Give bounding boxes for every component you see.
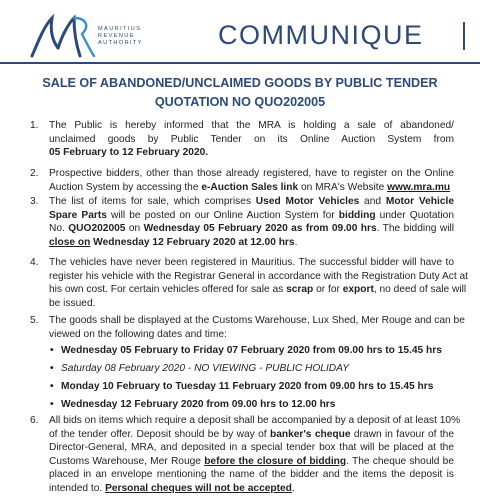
item-line: All bids on items which require a deposit shall be accompanied by a deposit of at least 10%: [49, 415, 461, 426]
item-line: [49, 283, 467, 297]
text-run: Customs Warehouse, Mer Rouge: [49, 455, 205, 467]
page-title: COMMUNIQUE: [218, 20, 424, 50]
item-line: [49, 209, 454, 223]
item-line: [49, 482, 454, 496]
item-line: [49, 455, 454, 469]
text-run: export: [342, 284, 374, 296]
text-run: Motor Vehicle: [385, 196, 454, 207]
item-text: [49, 167, 454, 194]
item-number: 6.: [30, 415, 39, 426]
text-run: on MRA's Website: [298, 181, 388, 193]
heading-line-1: SALE OF ABANDONED/UNCLAIMED GOODS BY PUBLIC TENDER: [42, 76, 438, 90]
item-number: 1.: [30, 120, 39, 131]
text-run: before the closure of bidding: [204, 455, 347, 467]
header-rule: [0, 62, 480, 64]
item-line: register his vehicle with the Registrar General in accordance with the Registration Duty Act at: [49, 270, 469, 282]
text-run: , no deed of sale will: [373, 284, 467, 296]
logo-line-1: MAURITIUS: [98, 26, 142, 32]
item-line: [49, 236, 454, 250]
item-number: 4.: [30, 257, 39, 268]
item-line: The goods shall be displayed at the Customs Warehouse, Lux Shed, Mer Rouge and can be: [49, 315, 465, 326]
text-run: Auction System by accessing the: [49, 181, 202, 193]
schedule-item: [50, 396, 470, 414]
e-auction-link[interactable]: e-Auction Sales link: [201, 181, 299, 193]
text-run: under Quotation: [375, 209, 454, 221]
communique-header: [0, 0, 480, 66]
item-text: [49, 314, 465, 341]
item-line: Director-General, MRA, and deposited in a special tender box that will be placed at the: [49, 442, 454, 454]
item-number: 2.: [30, 168, 39, 179]
text-run: QUO202005: [68, 223, 126, 235]
text-run: close on: [49, 236, 91, 248]
text-run: and: [359, 196, 386, 207]
logo-line-3: AUTHORITY: [98, 40, 143, 46]
item-line: The Public is hereby informed that the MRA is holding a sale of abandoned/: [49, 120, 454, 131]
website-link[interactable]: www.mra.mu: [387, 181, 451, 193]
schedule-text: Saturday 08 February 2020 - NO VIEWING - PUBLIC HOLIDAY: [61, 363, 349, 374]
item-text: [49, 256, 469, 310]
text-run: .: [291, 482, 295, 494]
text-run: drawn in favour of the: [350, 428, 454, 440]
mra-logo: [28, 12, 228, 62]
text-run: . The bidding will: [376, 223, 454, 235]
text-run: . The cheque should be: [346, 455, 454, 467]
text-run: or for: [313, 284, 343, 296]
item-number: 3.: [30, 196, 39, 207]
item-line: [49, 195, 454, 209]
item-line: unclaimed goods by Public Tender on its Online Auction System from: [49, 133, 454, 145]
text-run: will be posted on our Online Auction System for: [106, 209, 339, 221]
schedule-text: Wednesday 12 February 2020 from 09.00 hrs to 12.00 hrs: [61, 399, 336, 410]
item-line: placed in an envelope mentioning the name of the bidder and the items the deposit is: [49, 469, 454, 481]
mra-logo-icon: [28, 12, 98, 62]
text-run: Spare Parts: [49, 209, 107, 221]
text-run: his own cost. For certain vehicles offered for sale as: [49, 284, 287, 296]
text-run: banker's cheque: [269, 428, 351, 440]
schedule-item: [50, 378, 470, 396]
item-text: [49, 195, 454, 249]
heading-line-2: QUOTATION NO QUO202005: [154, 95, 326, 109]
logo-wordmark: [98, 26, 143, 47]
viewing-schedule: [50, 342, 470, 414]
text-run: .: [294, 236, 298, 248]
schedule-text: Wednesday 05 February to Friday 07 February 2020 from 09.00 hrs to 15.45 hrs: [61, 345, 442, 356]
item-number: 5.: [30, 315, 39, 326]
text-run: Personal cheques will not be accepted: [105, 482, 292, 494]
item-text: [49, 119, 454, 160]
item-line: viewed on the following dates and time:: [49, 328, 227, 340]
text-run: Wednesday 05 February 2020 as from 09.00 hrs: [143, 223, 377, 235]
item-line: Prospective bidders, other than those already registered, have to register on the Online: [49, 168, 454, 179]
item-line: The vehicles have never been registered in Mauritius. The successful bidder will have to: [49, 257, 454, 268]
item-text: [49, 414, 461, 496]
item-line: be issued.: [49, 297, 96, 309]
text-run: The list of items for sale, which comprises: [49, 196, 256, 207]
schedule-item: [50, 360, 470, 378]
logo-line-2: REVENUE: [98, 33, 135, 39]
item-line: [49, 428, 454, 442]
notice-heading: [0, 74, 480, 112]
text-run: Wednesday 12 February 2020 at 12.00 hrs: [90, 236, 295, 248]
date-range: 05 February to 12 February 2020.: [49, 147, 209, 159]
text-run: of the tender offer. Deposit should be by way of: [49, 428, 270, 440]
text-run: No.: [49, 223, 69, 235]
text-run: on: [125, 223, 144, 235]
item-line: [49, 181, 454, 195]
schedule-item: [50, 342, 470, 360]
text-run: intended to.: [49, 482, 106, 494]
item-line: [49, 146, 454, 160]
text-run: Used Motor Vehicles: [255, 196, 360, 207]
item-line: [49, 222, 454, 236]
schedule-text: Monday 10 February to Tuesday 11 February 2020 from 09.00 hrs to 15.45 hrs: [61, 381, 434, 392]
text-run: bidding: [338, 209, 376, 221]
text-run: scrap: [286, 284, 314, 296]
title-divider: [463, 22, 465, 50]
